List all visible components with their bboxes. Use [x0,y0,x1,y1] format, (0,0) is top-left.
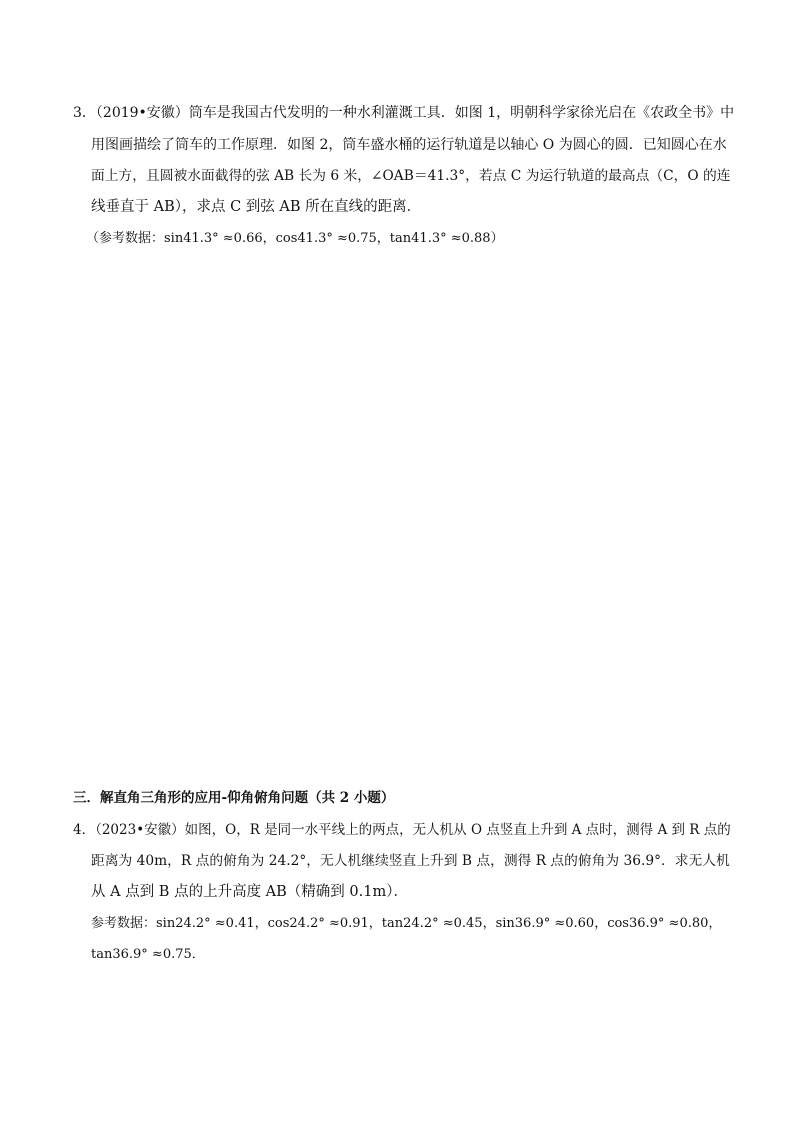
problem-4-line-3: 从 A 点到 B 点的上升高度 AB（精确到 0.1m）． [91,884,408,900]
problem-4-reference-data: 参考数据：sin24.2° ≈0.41，cos24.2° ≈0.91，tan24.2° ≈0.45，sin36.9° ≈0.60，cos36.9° ≈0.80， [91,916,722,931]
section-heading: 三．解直角三角形的应用-仰角俯角问题（共 2 小题） [73,790,395,806]
problem-3-line-1: 3．（2019•安徽）筒车是我国古代发明的一种水利灌溉工具．如图 1，明朝科学家徐光启在《农政全书》中 [73,105,735,121]
problem-3-line-3: 面上方，且圆被水面截得的弦 AB 长为 6 米，∠OAB＝41.3°，若点 C 为运行轨道的最高点（C，O 的连 [91,168,731,184]
problem-4-line-2: 距离为 40m，R 点的俯角为 24.2°，无人机继续竖直上升到 B 点，测得 R 点的俯角为 36.9°．求无人机 [91,853,730,869]
problem-3-line-2: 用图画描绘了筒车的工作原理．如图 2，筒车盛水桶的运行轨道是以轴心 O 为圆心的圆．已知圆心在水 [91,137,727,153]
problem-3-reference-data: （参考数据：sin41.3° ≈0.66，cos41.3° ≈0.75，tan41.3° ≈0.88） [86,231,504,246]
problem-4-line-1: 4．（2023•安徽）如图，O，R 是同一水平线上的两点，无人机从 O 点竖直上升到 A 点时，测得 A 到 R 点的 [73,822,731,838]
problem-3-line-4: 线垂直于 AB），求点 C 到弦 AB 所在直线的距离． [91,199,422,215]
problem-4-reference-data-cont: tan36.9° ≈0.75． [91,947,205,962]
